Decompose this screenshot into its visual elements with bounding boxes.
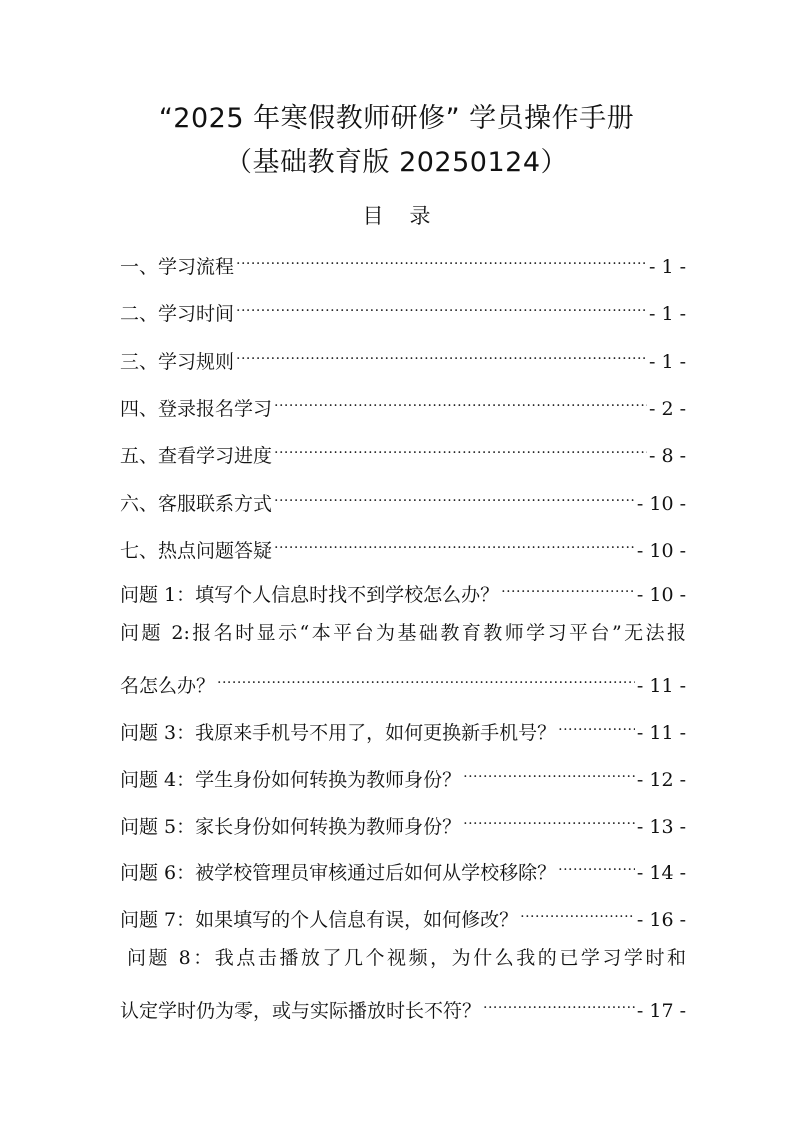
toc-entry-label: 三、学习规则 — [120, 351, 235, 373]
toc-leader-dots — [463, 803, 635, 833]
toc-entry-first-line[interactable]: 问题 8：我点击播放了几个视频，为什么我的已学习学时和 — [127, 947, 686, 969]
toc-leader-dots — [558, 709, 635, 739]
toc-entry[interactable] — [120, 480, 686, 515]
toc-entry-page: - 16 - — [636, 909, 686, 931]
toc-leader-dots — [236, 338, 647, 368]
toc-entry-page: - 14 - — [636, 862, 686, 884]
toc-entry-label: 一、学习流程 — [120, 256, 235, 278]
document-subtitle: （基础教育版 20250124） — [224, 147, 568, 178]
toc-leader-dots — [558, 849, 635, 879]
toc-entry[interactable] — [120, 527, 686, 562]
toc-leader-dots — [274, 527, 635, 557]
toc-entry[interactable] — [120, 803, 686, 838]
toc-entry-page: - 2 - — [648, 398, 686, 420]
toc-entry[interactable] — [120, 385, 686, 420]
toc-entry-page: - 13 - — [636, 816, 686, 838]
toc-entry-label: 名怎么办？ — [120, 675, 216, 697]
toc-entry-label: 问题 3：我原来手机号不用了，如何更换新手机号？ — [120, 722, 557, 744]
toc-entry-label: 问题 1：填写个人信息时找不到学校怎么办？ — [120, 584, 500, 606]
toc-entry-page: - 10 - — [636, 540, 686, 562]
toc-entry[interactable] — [120, 571, 686, 606]
toc-entry-page: - 1 - — [648, 351, 686, 373]
toc-entry-label: 问题 6：被学校管理员审核通过后如何从学校移除？ — [120, 862, 557, 884]
toc-entry-page: - 11 - — [636, 675, 686, 697]
toc-entry-page: - 10 - — [636, 584, 686, 606]
toc-entry-page: - 12 - — [636, 769, 686, 791]
toc-entry-page: - 17 - — [636, 1000, 686, 1022]
toc-leader-dots — [236, 243, 647, 273]
toc-entry-label: 问题 7：如果填写的个人信息有误，如何修改？ — [120, 909, 519, 931]
toc-entry[interactable] — [120, 849, 686, 884]
toc-entry-label: 二、学习时间 — [120, 303, 235, 325]
toc-entry[interactable] — [120, 896, 686, 931]
toc-entry-label: 五、查看学习进度 — [120, 445, 273, 467]
toc-entry-page: - 10 - — [636, 493, 686, 515]
toc-entry[interactable] — [120, 338, 686, 373]
toc-leader-dots — [217, 662, 635, 692]
toc-entry[interactable] — [120, 243, 686, 278]
toc-entry[interactable] — [120, 756, 686, 791]
toc-entry-page: - 1 - — [648, 256, 686, 278]
toc-entry-label: 认定学时仍为零，或与实际播放时长不符？ — [120, 1000, 482, 1022]
toc-leader-dots — [463, 756, 635, 786]
toc-heading — [0, 200, 793, 230]
toc-entry-label: 问题 5：家长身份如何转换为教师身份？ — [120, 816, 462, 838]
toc-leader-dots — [236, 290, 647, 320]
toc-entry[interactable] — [120, 432, 686, 467]
toc-entry[interactable] — [120, 987, 686, 1022]
toc-entry-label: 四、登录报名学习 — [120, 398, 273, 420]
toc-entry-page: - 1 - — [648, 303, 686, 325]
toc-entry-first-line[interactable]: 问题 2:报名时显示“本平台为基础教育教师学习平台”无法报 — [120, 622, 686, 644]
toc-entry-label: 问题 4：学生身份如何转换为教师身份？ — [120, 769, 462, 791]
toc-leader-dots — [483, 987, 635, 1017]
toc-leader-dots — [274, 432, 647, 462]
toc-heading-char-2: 录 — [409, 204, 431, 228]
toc-entry-label: 七、热点问题答疑 — [120, 540, 273, 562]
toc-entry[interactable] — [120, 709, 686, 744]
document-title: “2025 年寒假教师研修” 学员操作手册 — [158, 103, 635, 134]
toc-entry[interactable] — [120, 290, 686, 325]
toc-leader-dots — [274, 480, 635, 510]
toc-leader-dots — [274, 385, 647, 415]
toc-heading-char-1: 目 — [362, 204, 384, 228]
toc-entry-page: - 8 - — [648, 445, 686, 467]
toc-entry-label: 六、客服联系方式 — [120, 493, 273, 515]
toc-entry-page: - 11 - — [636, 722, 686, 744]
toc-entry[interactable] — [120, 662, 686, 697]
toc-leader-dots — [501, 571, 635, 601]
toc-leader-dots — [520, 896, 635, 926]
